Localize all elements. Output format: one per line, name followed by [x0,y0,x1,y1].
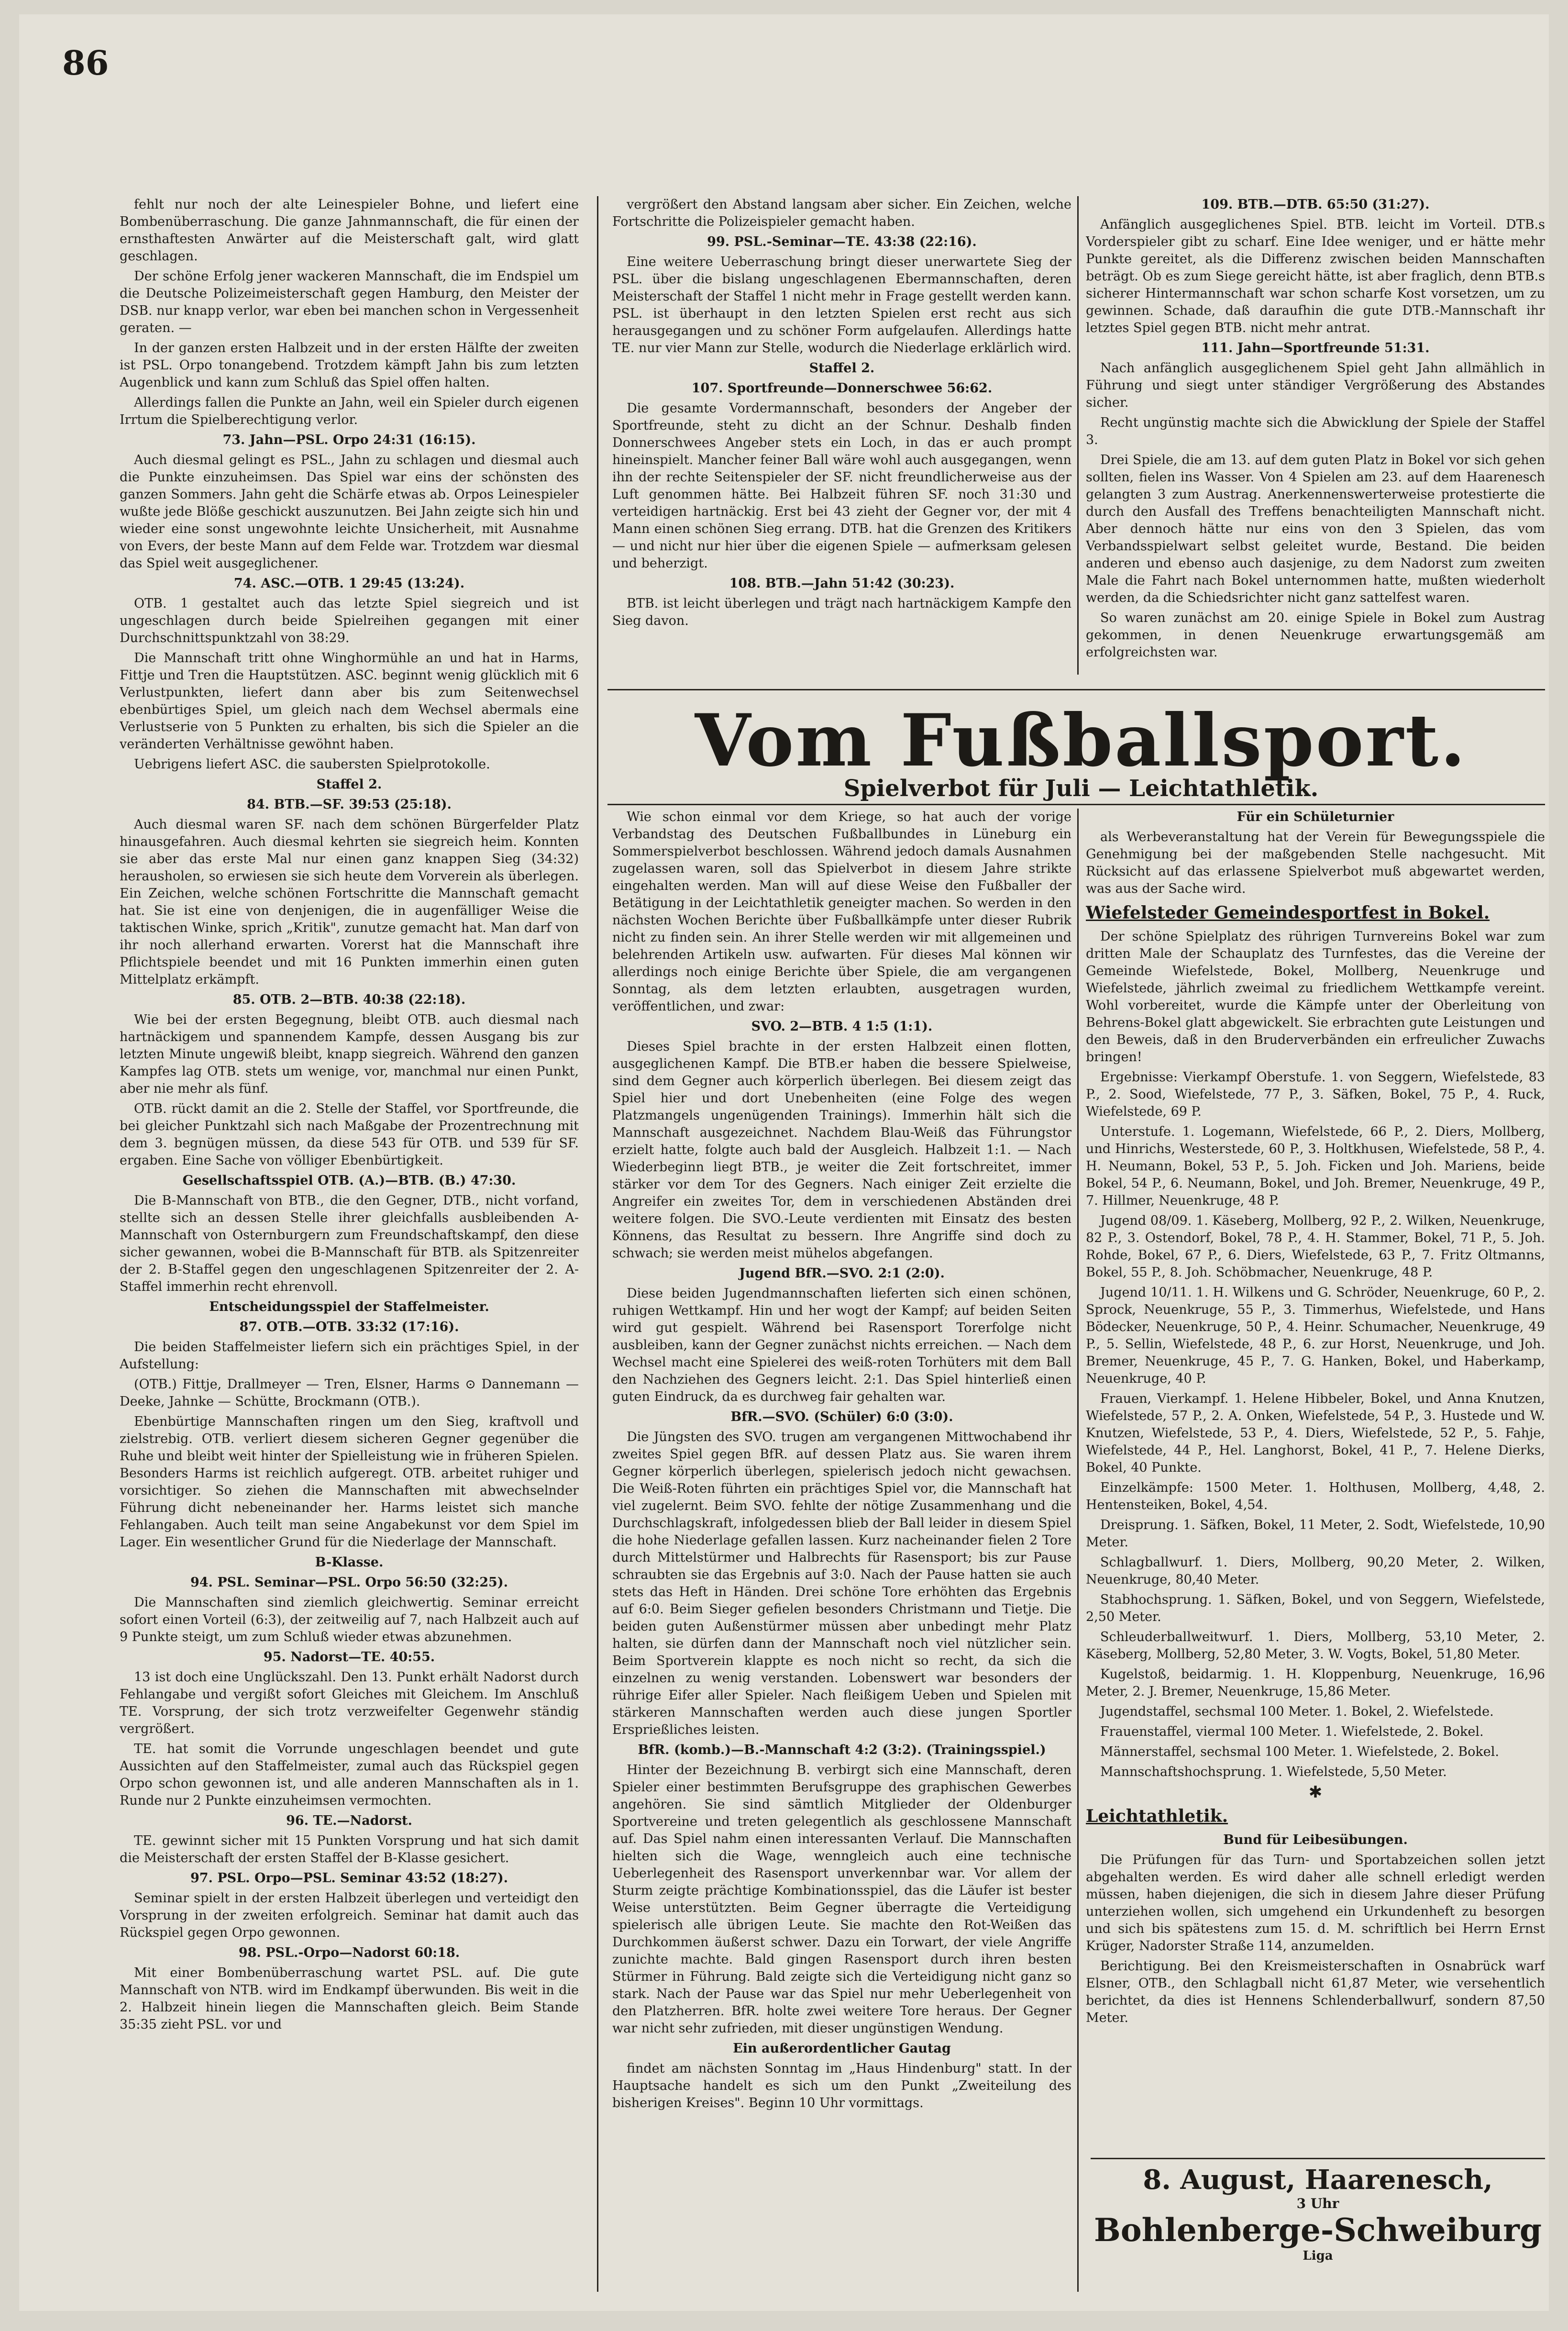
column-divider [1077,196,1079,675]
wiefel_text-paragraph: Jugend 10/11. 1. H. Wilkens und G. Schröder, Neuenkruge, 60 P., 2. Sprock, Neuenkruge, 55 P., 3. Timmerhus, Wiefelstede, und Hans Bödecker, Neuenkruge, 50 P., 4. Heinr. Schumacher, Neuenkruge, 49 P., 5. Sellin, Wiefelstede, 48 P., 6. zur Horst, Neuenkruge, und Joh. Bremer, Neuenkruge, 45 P., 7. G. Hanken, Bokel, und Haberkamp, Neuenkruge, 40 P. [1086,1285,1545,1386]
col1-paragraph: Die Mannschaft tritt ohne Winghormühle an und hat in Harms, Fittje und Tren die Hauptstützen. ASC. beginnt wenig glücklich mit 6 Verlustpunkten, liefert dann aber bis zum Seitenwechsel ebenbürtiges Spiel, um gleich nach dem Wechsel abermals eine Verlustserie von 5 Punkten zu erhalten, bis sich die Spieler an die veränderten Verhältnisse gewöhnt haben. [120,651,579,752]
wiefel_text-paragraph: Mannschaftshochsprung. 1. Wiefelstede, 5,50 Meter. [1100,1765,1447,1779]
col2b-paragraph: BfR. (komb.)—B.-Mannschaft 4:2 (3:2). (Trainingsspiel.) [638,1743,1046,1757]
col2b-paragraph: BfR.—SVO. (Schüler) 6:0 (3:0). [730,1410,953,1424]
col1-paragraph: 97. PSL. Orpo—PSL. Seminar 43:52 (18:27). [190,1871,508,1886]
section-star: ✱ [1308,1783,1323,1802]
wiefel_text-paragraph: Schlagballwurf. 1. Diers, Mollberg, 90,20 Meter, 2. Wilken, Neuenkruge, 80,40 Meter. [1086,1555,1545,1587]
match-advertisement [1091,2158,1545,2263]
column-1 [120,196,579,2253]
col2b-paragraph: Die Jüngsten des SVO. trugen am vergangenen Mittwochabend ihr zweites Spiel gegen BfR. auf dessen Platz aus. Sie waren ihrem Gegner körperlich überlegen, spielerisch jedoch nicht gewachsen. Die Weiß-Roten führten ein prächtiges Spiel vor, die Mannschaft hat viel zugelernt. Beim SVO. fehlte der nötige Zusammenhang und die Durchschlagskraft, infolgedessen blieb der Ball leider in diesem Spiel die hohe Niederlage gefallen lassen. Kurz nacheinander fielen 2 Tore durch Mittelstürmer und Halbrechts für Rasensport; bis zur Pause schraubten sie das Ergebnis auf 3:0. Nach der Pause hatten sie auch stets das Heft in Händen. Drei schöne Tore erhöhten das Ergebnis auf 6:0. Beim Sieger gefielen besonders Christmann und Tietje. Die beiden guten Außenstürmer müssen aber unbedingt mehr Platz halten, sie dürfen dann der Mannschaft noch viel nützlicher sein. Beim Sportverein klappte es noch nicht so recht, da sich die einzelnen zu wenig verstanden. Lobenswert war besonders der rührige Eifer aller Spieler. Nach fleißigem Ueben und Spielen mit stärkeren Mannschaften werden auch diese jungen Sportler Ersprießliches leisten. [612,1430,1071,1737]
col2b-paragraph: Dieses Spiel brachte in der ersten Halbzeit einen flotten, ausgeglichenen Kampf. Die BTB.er haben die bessere Spielweise, sind dem Gegner auch körperlich überlegen. Bei diesem zeigt das Spiel hier und dort Unebenheiten (eine Folge des wegen Platzmangels ungenügenden Trainings). Immerhin hält sich die Mannschaft ausgezeichnet. Nachdem Blau-Weiß das Führungstor erzielt hatte, folgte auch bald der Ausgleich. Halbzeit 1:1. — Nach Wiederbeginn liegt BTB., je weiter die Zeit fortschreitet, immer stärker vor dem Tor des Gegners. Nach einiger Zeit erzielte die Angreifer ein zweites Tor, dem in verschiedenen Abständen drei weitere folgen. Die SVO.-Leute verdienten mit Einsatz des besten Könnens, das Resultat zu bessern. Ihre Angriffe sind doch zu schwach; sie werden meist mühelos abgefangen. [612,1039,1071,1261]
wiefel_text-paragraph: Dreisprung. 1. Säfken, Bokel, 11 Meter, 2. Sodt, Wiefelstede, 10,90 Meter. [1086,1518,1545,1550]
col1-paragraph: 94. PSL. Seminar—PSL. Orpo 56:50 (32:25). [190,1575,508,1590]
ad-match: Bohlenberge-Schweiburg [1093,2211,1542,2249]
col1-paragraph: 73. Jahn—PSL. Orpo 24:31 (16:15). [222,433,476,447]
col1-paragraph: TE. hat somit die Vorrunde ungeschlagen beendet und gute Aussichten auf den Staffelmeister, zumal auch das Rückspiel gegen Orpo schon gewonnen ist, und alle anderen Mannschaften als in 1. Runde nur 2 Punkte einzuheimsen vermochten. [120,1742,579,1808]
col2-paragraph: 108. BTB.—Jahn 51:42 (30:23). [729,576,955,591]
col2b-paragraph: Diese beiden Jugendmannschaften lieferten sich einen schönen, ruhigen Wettkampf. Hin und her wogt der Kampf; auf beiden Seiten wird gut gespielt. Während bei Rasensport Torerfolge nicht ausbleiben, kann der Gegner zunächst nichts erreichen. — Nach dem Wechsel macht eine Spielerei des weiß-roten Torhüters mit dem Ball den Nachziehen des Gegners leicht. 2:1. Das Spiel hinterließ einen guten Eindruck, da es durchweg fair gehalten war. [612,1286,1071,1404]
wiefel_text-paragraph: Männerstaffel, sechsmal 100 Meter. 1. Wiefelstede, 2. Bokel. [1100,1744,1499,1759]
col3b-paragraph: Für ein Schületurnier [1237,810,1394,824]
ad-league: Liga [1303,2249,1333,2263]
wiefel_text-paragraph: Einzelkämpfe: 1500 Meter. 1. Holthusen, Mollberg, 4,48, 2. Hentensteiken, Bokel, 4,54. [1086,1480,1545,1512]
col1-paragraph: 87. OTB.—OTB. 33:32 (17:16). [239,1320,459,1334]
col2-paragraph: Staffel 2. [809,361,875,376]
col1-paragraph: Die Mannschaften sind ziemlich gleichwertig. Seminar erreicht sofort einen Vorteil (6:3), der zeitweilig auf 7, nach Halbzeit auch auf 9 Punkte steigt, um zum Schluß wieder etwas abzunehmen. [120,1595,579,1644]
banner-title: Vom Fußballsport. [695,699,1468,783]
col1-paragraph: Die B-Mannschaft von BTB., die den Gegner, DTB., nicht vorfand, stellte sich an dessen Stelle ihrer gleichfalls ausbleibenden A-Mannschaft von Osternburgern zum Freundschaftskampf, den diese sicher gewannen, wobei die B-Mannschaft für BTB. als Spitzenreiter der 2. B-Staffel gegen den ungeschlagenen Spitzenreiter der 2. A-Staffel immerhin recht ehrenvoll. [120,1193,579,1294]
wiefel_text-paragraph: Jugend 08/09. 1. Käseberg, Mollberg, 92 P., 2. Wilken, Neuenkruge, 82 P., 3. Ostendorf, Bokel, 78 P., 4. H. Stammer, Bokel, 71 P., 5. Joh. Rohde, Bokel, 67 P., 6. Diers, Wiefelstede, 63 P., 7. Fritz Oltmanns, Bokel, 55 P., 8. Joh. Schöbmacher, Neuenkruge, 48 P. [1086,1213,1545,1280]
wiefel_text-paragraph: Unterstufe. 1. Logemann, Wiefelstede, 66 P., 2. Diers, Mollberg, und Hinrichs, Westerstede, 60 P., 3. Holtkhusen, Wiefelstede, 58 P., 4. H. Neumann, Bokel, 53 P., 5. Joh. Ficken und Joh. Mariens, beide Bokel, 54 P., 6. Neumann, Bokel, und Joh. Bremer, Neuenkruge, 49 P., 7. Hillmer, Neuenkruge, 48 P. [1086,1124,1545,1208]
col3-paragraph: Drei Spiele, die am 13. auf dem guten Platz in Bokel vor sich gehen sollten, fielen ins Wasser. Von 4 Spielen am 23. auf dem Haarenesch gelangten 3 zum Austrag. Anerkennenswerterweise protestierte die durch den Ausfall des Treffens benachteiligten Mannschaft nicht. Aber dennoch hätte nur eins von den 3 Spielen, das vom Verbandsspielwart selbst geleitet wurde, Bestand. Die beiden anderen und ebenso auch dasjenige, zu dem Nadorst zum zweiten Male die Fahrt nach Bokel unternommen hatte, mußten wiederholt werden, da die Schiedsrichter nicht ganz sattelfest waren. [1086,453,1545,605]
col2b-paragraph: Jugend BfR.—SVO. 2:1 (2:0). [739,1266,945,1281]
column-divider [597,196,598,2292]
col1-paragraph: 95. Nadorst—TE. 40:55. [263,1650,435,1665]
banner-rule-bottom [607,804,1545,805]
col1-paragraph: In der ganzen ersten Halbzeit und in der ersten Hälfte der zweiten ist PSL. Orpo tonangebend. Trotzdem kämpft Jahn bis zum letzten Augenblick und kann zum Schluß das Spiel offen halten. [120,341,579,390]
ad-rule [1091,2158,1545,2159]
col3-paragraph: 111. Jahn—Sportfreunde 51:31. [1201,341,1430,355]
col1-paragraph: Die beiden Staffelmeister liefern sich ein prächtiges Spiel, in der Aufstellung: [120,1340,579,1372]
col1-paragraph: Seminar spielt in der ersten Halbzeit überlegen und verteidigt den Vorsprung in der zweiten erfolgreich. Seminar hat damit auch das Rückspiel gegen Orpo gewonnen. [120,1891,579,1940]
col1-paragraph: Entscheidungsspiel der Staffelmeister. [209,1299,489,1314]
col2b-paragraph: Hinter der Bezeichnung B. verbirgt sich eine Mannschaft, deren Spieler einer bestimmten Berufsgruppe des graphischen Gewerbes angehören. Sie sind sämtlich Mitglieder der Oldenburger Sportvereine und treten gelegentlich als geschlossene Mannschaft auf. Das Spiel nahm einen interessanten Verlauf. Die Mannschaften hielten sich die Wage, wenngleich auch eine technische Ueberlegenheit des Rasensport unverkennbar war. Vor allem der Sturm zeigte prächtige Kombinationsspiel, das die Läufer ist bester Weise unterstützten. Beim Gegner überragte die Verteidigung spielerisch alle übrigen Leute. Sie machte den Rot-Weißen das Durchkommen äußerst schwer. Dazu ein Torwart, der viele Angriffe zunichte machte. Bald gingen Rasensport durch ihren besten Stürmer in Führung. Bald zeigte sich die Verteidigung nicht ganz so stark. Nach der Pause war das Spiel nur mehr Ueberlegenheit von den Platzherren. BfR. holte zwei weitere Tore heraus. Der Gegner war nicht sehr zufrieden, mit dieser ungünstigen Wendung. [612,1763,1071,2036]
col1-paragraph: Der schöne Erfolg jener wackeren Mannschaft, die im Endspiel um die Deutsche Polizeimeisterschaft gegen Hamburg, den Meister der DSB. nur knapp verlor, war eben bei manchen schon in Vergessenheit geraten. — [120,269,579,335]
column-2-bottom [612,809,1071,2292]
col1-paragraph: 13 ist doch eine Unglückszahl. Den 13. Punkt erhält Nadorst durch Fehlangabe und vergißt sofort Gleiches mit Gleichem. Im Anschluß TE. Vorsprung, der sich trotz verzweifelter Gegenwehr ständig vergrößert. [120,1670,579,1736]
col1-paragraph: Auch diesmal waren SF. nach dem schönen Bürgerfelder Platz hinausgefahren. Auch diesmal kehrten sie siegreich heim. Konnten sie aber das erste Mal nur einen ganz knappen Sieg (34:32) herausholen, so erwiesen sie sich heute dem Vorverein als überlegen. Ein Zeichen, welche schönen Fortschritte die Mannschaft gemacht hat. Sie ist eine von denjenigen, die in augenfälliger Weise die taktischen Winke, sprich „Kritik", zunutze gemacht hat. Man darf von ihr noch allerhand erwarten. Vorerst hat die Mannschaft ihre Pflichtspiele beendet und mit 16 Punkten immerhin einen guten Mittelplatz erkämpft. [120,817,579,987]
wiefelsteder-heading: Wiefelsteder Gemeindesportfest in Bokel. [1086,903,1490,923]
wiefel_text-paragraph: Ergebnisse: Vierkampf Oberstufe. 1. von Seggern, Wiefelstede, 83 P., 2. Sood, Wiefelstede, 77 P., 3. Säfken, Bokel, 75 P., 4. Ruck, Wiefelstede, 69 P. [1086,1070,1545,1119]
col3-paragraph: Nach anfänglich ausgeglichenem Spiel geht Jahn allmählich in Führung und siegt unter ständiger Vergrößerung des Abstandes sicher. [1086,361,1545,410]
col1-paragraph: TE. gewinnt sicher mit 15 Punkten Vorsprung und hat sich damit die Meisterschaft der ersten Staffel der B-Klasse gesichert. [120,1833,579,1865]
col1-paragraph: Staffel 2. [316,777,382,792]
col1-paragraph: 84. BTB.—SF. 39:53 (25:18). [247,797,452,812]
ad-date: 8. August, Haarenesch, [1143,2164,1493,2196]
leicht_text-paragraph: Berichtigung. Bei den Kreismeisterschaften in Osnabrück warf Elsner, OTB., den Schlagball nicht 61,87 Meter, wie versehentlich berichtet, da dies ist Hennens Schlenderballwurf, sondern 87,50 Meter. [1086,1959,1545,2025]
ad-time: 3 Uhr [1296,2196,1339,2211]
col1-paragraph: OTB. 1 gestaltet auch das letzte Spiel siegreich und ist ungeschlagen durch beide Spielreihen gegangen mit einer Durchschnittspunktzahl von 38:29. [120,596,579,645]
wiefel_text-paragraph: Frauen, Vierkampf. 1. Helene Hibbeler, Bokel, und Anna Knutzen, Wiefelstede, 57 P., 2. A. Onken, Wiefelstede, 54 P., 3. Hustede und W. Knutzen, Wiefelstede, 53 P., 4. Diers, Wiefelstede, 52 P., 5. Fahje, Wiefelstede, 44 P., Hel. Langhorst, Bokel, 41 P., 7. Helene Dierks, Bokel, 40 Punkte. [1086,1391,1545,1475]
wiefel_text-paragraph: Stabhochsprung. 1. Säfken, Bokel, und von Seggern, Wiefelstede, 2,50 Meter. [1086,1592,1545,1624]
col1-paragraph: OTB. rückt damit an die 2. Stelle der Staffel, vor Sportfreunde, die bei gleicher Punktzahl sich nach Maßgabe der Prozentrechnung mit dem 3. begnügen müssen, da diese 543 für OTB. und 539 für SF. ergaben. Eine Sache von völliger Ebenbürtigkeit. [120,1101,579,1168]
col3-paragraph: Recht ungünstig machte sich die Abwicklung der Spiele der Staffel 3. [1086,415,1545,447]
col2b-paragraph: SVO. 2—BTB. 4 1:5 (1:1). [751,1019,933,1034]
col1-paragraph: (OTB.) Fittje, Drallmeyer — Tren, Elsner, Harms ⊙ Dannemann — Deeke, Jahnke — Schütte, Brockmann (OTB.). [120,1377,579,1409]
col1-paragraph: Auch diesmal gelingt es PSL., Jahn zu schlagen und diesmal auch die Punkte einzuheimsen. Das Spiel war eins der schönsten des ganzen Sommers. Jahn geht die Schärfe etwas ab. Orpos Leinespieler wußte jede Blöße geschickt auszunutzen. Bei Jahn zeigte sich hin und wieder eine sonst ungewohnte leichte Unsicherheit, mit Ausnahme von Evers, der beste Mann auf dem Felde war. Trotzdem war diesmal das Spiel weit ausgeglichener. [120,453,579,571]
col2b-paragraph: Wie schon einmal vor dem Kriege, so hat auch der vorige Verbandstag des Deutschen Fußballbundes in Lüneburg ein Sommerspielverbot beschlossen. Während jedoch damals Ausnahmen zugelassen waren, soll das Spielverbot in diesem Jahre strikte eingehalten werden. Man will auf diese Weise den Fußballer der Betätigung in der Leichtathletik geneigter machen. So werden in den nächsten Wochen Berichte über Fußballkämpfe unter dieser Rubrik nicht zu finden sein. An ihrer Stelle werden wir mit allgemeinen und belehrenden Artikeln usw. aufwarten. Für dieses Mal können wir allerdings noch einige Berichte über Spiele, die am vergangenen Sonntag, als dem letzten erlaubten, ausgetragen wurden, veröffentlichen, und zwar: [612,810,1071,1014]
col1-paragraph: 85. OTB. 2—BTB. 40:38 (22:18). [232,992,466,1007]
wiefel_text-paragraph: Frauenstaffel, viermal 100 Meter. 1. Wiefelstede, 2. Bokel. [1100,1724,1484,1739]
col2b-paragraph: Ein außerordentlicher Gautag [733,2041,951,2056]
col1-paragraph: 98. PSL.-Orpo—Nadorst 60:18. [238,1945,460,1960]
col1-paragraph: 96. TE.—Nadorst. [286,1813,412,1828]
wiefel_text-paragraph: Der schöne Spielplatz des rührigen Turnvereins Bokel war zum dritten Male der Schauplatz des Turnfestes, das die Vereine der Gemeinde Wiefelstede, Bokel, Mollberg, Neuenkruge und Wiefelstede, jährlich zweimal zu friedlichem Wettkampfe vereint. Wohl vorbereitet, wurde die Kämpfe unter der Oberleitung von Behrens-Bokel glatt abgewickelt. Sie erbrachten gute Leistungen und den Beweis, daß in den Bruderverbänden ein erfreulicher Zuwachs bringen! [1086,929,1545,1065]
wiefel_text-paragraph: Schleuderballweitwurf. 1. Diers, Mollberg, 53,10 Meter, 2. Käseberg, Mollberg, 52,80 Meter, 3. W. Vogts, Bokel, 51,80 Meter. [1086,1630,1545,1662]
column-2-top [612,196,1071,675]
wiefel_text-paragraph: Jugendstaffel, sechsmal 100 Meter. 1. Bokel, 2. Wiefelstede. [1100,1704,1494,1719]
column-3-bottom [1086,809,1545,2196]
col3-paragraph: Anfänglich ausgeglichenes Spiel. BTB. leicht im Vorteil. DTB.s Vorderspieler gibt zu scharf. Eine Idee weniger, und er hätte mehr Punkte gereitet, als die Differenz zwischen beiden Mannschaften beträgt. Ob es zum Siege gereicht hätte, ist aber fraglich, denn BTB.s sicherer Hintermannschaft war schon scharfe Kost vorsetzen, um zu gewinnen. Schade, daß daraufhin die gute DTB.-Mannschaft ihr letztes Spiel gegen BTB. nicht mehr antrat. [1086,217,1545,335]
page-number: 86 [62,43,109,83]
col2b-paragraph: findet am nächsten Sonntag im „Haus Hindenburg" statt. In der Hauptsache handelt es sich um den Punkt „Zweiteilung des bisherigen Kreises". Beginn 10 Uhr vormittags. [612,2061,1071,2110]
col2-paragraph: Eine weitere Ueberraschung bringt dieser unerwartete Sieg der PSL. über die bislang ungeschlagenen Ebermannschaften, deren Meisterschaft der Staffel 1 nicht mehr in Frage gestellt werden kann. PSL. ist überhaupt in den letzten Spielen erst recht aus sich herausgegangen und zu schöner Form aufgelaufen. Allerdings hatte TE. nur vier Mann zur Stelle, wodurch die Niederlage erklärlich wird. [612,255,1071,355]
col1-paragraph: 74. ASC.—OTB. 1 29:45 (13:24). [233,576,465,591]
leichtathletik-heading: Leichtathletik. [1086,1806,1228,1826]
col1-paragraph: Allerdings fallen die Punkte an Jahn, weil ein Spieler durch eigenen Irrtum die Spielberechtigung verlor. [120,395,579,427]
col1-paragraph: Ebenbürtige Mannschaften ringen um den Sieg, kraftvoll und zielstrebig. OTB. verliert diesem sicheren Gegner gegenüber die Ruhe und bleibt weit hinter der Spielleistung wie in früheren Spielen. Besonders Harms ist reichlich aufgeregt. OTB. arbeitet ruhiger und vorsichtiger. So ziehen die Mannschaften mit abwechselnder Führung dicht nebeneinander her. Harms leistet sich manche Fehlangaben. Auch teilt man seine Angabekunst vor dem Spiel im Lager. Ein wesentlicher Grund für die Niederlage der Mannschaft. [120,1414,579,1550]
column-divider [1077,809,1079,2292]
col1-paragraph: Uebrigens liefert ASC. die saubersten Spielprotokolle. [134,757,490,772]
col1-paragraph: B-Klasse. [315,1555,384,1570]
col3-paragraph: 109. BTB.—DTB. 65:50 (31:27). [1201,197,1430,212]
col1-paragraph: fehlt nur noch der alte Leinespieler Bohne, und liefert eine Bombenüberraschung. Die ganze Jahnmannschaft, die für einen der ernsthaftesten Anwärter auf die Meisterschaft galt, wird glatt geschlagen. [120,197,579,264]
col1-paragraph: Mit einer Bombenüberraschung wartet PSL. auf. Die gute Mannschaft von NTB. wird im Endkampf überwunden. Bis weit in die 2. Halbzeit hinein liegen die Mannschaften gleich. Beim Stande 35:35 zieht PSL. vor und [120,1965,579,2032]
col2-paragraph: vergrößert den Abstand langsam aber sicher. Ein Zeichen, welche Fortschritte die Polizeispieler gemacht haben. [612,197,1071,229]
banner-subtitle: Spielverbot für Juli — Leichtathletik. [843,775,1319,802]
col2-paragraph: BTB. ist leicht überlegen und trägt nach hartnäckigem Kampfe den Sieg davon. [612,596,1071,628]
col2-paragraph: 99. PSL.-Seminar—TE. 43:38 (22:16). [707,234,977,249]
col3-paragraph: So waren zunächst am 20. einige Spiele in Bokel zum Austrag gekommen, in denen Neuenkruge erwartungsgemäß am erfolgreichsten war. [1086,610,1545,660]
col3b-paragraph: als Werbeveranstaltung hat der Verein für Bewegungsspiele die Genehmigung bei der maßgebenden Stelle nachgesucht. Mit Rücksicht auf das erlassene Spielverbot muß abgewartet werden, was aus der Sache wird. [1086,830,1545,896]
newspaper-page [19,14,1549,2311]
wiefel_text-paragraph: Kugelstoß, beidarmig. 1. H. Kloppenburg, Neuenkruge, 16,96 Meter, 2. J. Bremer, Neuenkruge, 15,86 Meter. [1086,1667,1545,1699]
col1-paragraph: Wie bei der ersten Begegnung, bleibt OTB. auch diesmal nach hartnäckigem und spannendem Kampfe, dessen Ausgang bis zur letzten Minute ungewiß bleibt, knapp siegreich. Während den ganzen Kampfes lag OTB. stets um wenige, vor, manchmal nur einen Punkt, aber nie mehr als fünf. [120,1012,579,1096]
column-3-top [1086,196,1545,699]
col2-paragraph: Die gesamte Vordermannschaft, besonders der Angeber der Sportfreunde, steht zu dicht an der Schnur. Deshalb finden Donnerschwees Angeber stets ein Loch, in das er auch prompt hineinspielt. Mancher feiner Ball wäre wohl auch ausgegangen, wenn ihn der rechte Seitenspieler der SF. nicht freundlicherweise aus der Luft genommen hätte. Bei Halbzeit führen SF. noch 31:30 und verteidigen hartnäckig. Erst bei 43 zieht der Gegner vor, der mit 4 Mann einen schönen Sieg errang. DTB. hat die Grenzen des Kritikers — und nicht nur hier über die eigenen Spiele — aufmerksam gelesen und beherzigt. [612,401,1071,571]
col2-paragraph: 107. Sportfreunde—Donnerschwee 56:62. [691,381,993,396]
leicht_text-paragraph: Die Prüfungen für das Turn- und Sportabzeichen sollen jetzt abgehalten werden. Es wird daher alle schnell erledigt werden müssen, haben diejenigen, die sich in diesem Jahre dieser Prüfung unterziehen wollen, sich umgehend ein Urkundenheft zu besorgen und sich bis spätestens zum 15. d. M. schriftlich bei Herrn Ernst Krüger, Nadorster Straße 114, anzumelden. [1086,1853,1545,1954]
leichtathletik-subheading: Bund für Leibesübungen. [1223,1832,1408,1847]
col1-paragraph: Gesellschaftsspiel OTB. (A.)—BTB. (B.) 47:30. [182,1173,516,1188]
